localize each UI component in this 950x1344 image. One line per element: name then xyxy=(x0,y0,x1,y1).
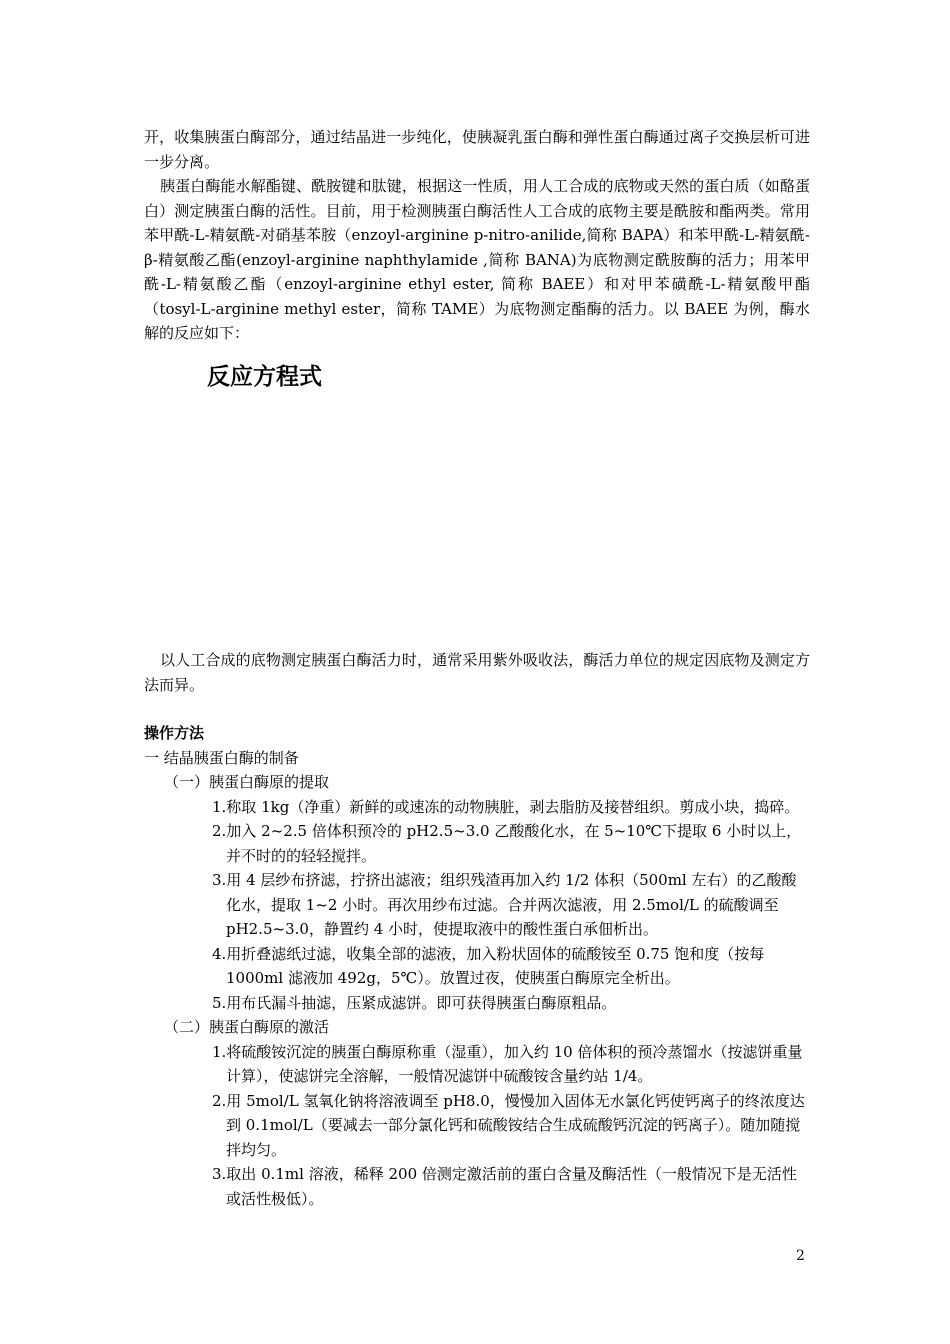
subsection-1-title: （一）胰蛋白酶原的提取 xyxy=(164,773,330,791)
subsection-2-title: （二）胰蛋白酶原的激活 xyxy=(164,1018,330,1036)
list-item: 1.称取 1kg（净重）新鲜的或速冻的动物胰脏，剥去脂肪及接替组织。剪成小块，捣碎。 xyxy=(212,797,800,816)
section-1-title: 一 结晶胰蛋白酶的制备 xyxy=(144,748,299,767)
list-item: 5.用布氏漏斗抽滤，压紧成滤饼。即可获得胰蛋白酶原粗品。 xyxy=(212,993,617,1012)
list-item: 2.加入 2~2.5 倍体积预冷的 pH2.5~3.0 乙酸酸化水，在 5~10℃下提取 6 小时以上，并不时的的轻轻搅拌。 xyxy=(212,822,802,865)
list-item: 3.用 4 层纱布挤滤，拧挤出滤液；组织残渣再加入约 1/2 体积（500ml 左右）的乙酸酸化水，提取 1~2 小时。再次用纱布过滤。合并两次滤液，用 2.5mol/L 的硫酸调至 pH2.5~3.0，静置约 4 小时，使提取液中的酸性蛋白承佃析出。 xyxy=(212,871,797,938)
list-item: 4.用折叠滤纸过滤，收集全部的滤液，加入粉状固体的硫酸铵至 0.75 饱和度（按每 1000ml 滤液加 492g，5℃）。放置过夜，使胰蛋白酶原完全析出。 xyxy=(212,944,765,987)
list-item: 3.取出 0.1ml 溶液，稀释 200 倍测定激活前的蛋白含量及酶活性（一般情况下是无活性或活性极低）。 xyxy=(212,1165,797,1208)
list-item: 2.用 5mol/L 氢氧化钠将溶液调至 pH8.0，慢慢加入固体无水氯化钙使钙离子的终浓度达到 0.1mol/L（要减去一部分氯化钙和硫酸铵结合生成硫酸钙沉淀的钙离子）。随加随搅拌均匀。 xyxy=(212,1091,805,1159)
page-number: 2 xyxy=(796,1248,805,1264)
intro-paragraph-2: 胰蛋白酶能水解酯键、酰胺键和肽键，根据这一性质，用人工合成的底物或天然的蛋白质（如酪蛋白）测定胰蛋白酶的活性。目前，用于检测胰蛋白酶活性人工合成的底物主要是酰胺和酯两类。常用苯甲酰-L-精氨酰-对硝基苯胺（enzoyl-arginine p-nitro-anilide,简称 BAPA）和苯甲酰-L-精氨酰-β-精氨酸乙酯(enzoyl-arginine naphthylamide ,简称 BANA)为底物测定酰胺酶的活力；用苯甲酰-L-精氨酸乙酯（enzoyl-arginine ethyl ester, 简称 BAEE）和对甲苯磺酰-L-精氨酸甲酯（tosyl-L-arginine methyl ester，简称 TAME）为底物测定酯酶的活力。以 BAEE 为例，酶水解的反应如下： xyxy=(144,177,810,342)
uv-method-paragraph: 以人工合成的底物测定胰蛋白酶活力时，通常采用紫外吸收法，酶活力单位的规定因底物及测定方法而异。 xyxy=(144,651,810,694)
body-block xyxy=(144,648,810,1211)
list-item: 1.将硫酸铵沉淀的胰蛋白酶原称重（湿重），加入约 10 倍体积的预冷蒸馏水（按滤饼重量计算），使滤饼完全溶解，一般情况滤饼中硫酸铵含量约站 1/4。 xyxy=(212,1042,803,1085)
intro-block xyxy=(144,125,810,346)
intro-paragraph-1: 开，收集胰蛋白酶部分，通过结晶进一步纯化，使胰凝乳蛋白酶和弹性蛋白酶通过离子交换层析可进一步分离。 xyxy=(144,128,810,171)
methods-title: 操作方法 xyxy=(144,724,205,742)
equation-heading: 反应方程式 xyxy=(207,364,322,390)
